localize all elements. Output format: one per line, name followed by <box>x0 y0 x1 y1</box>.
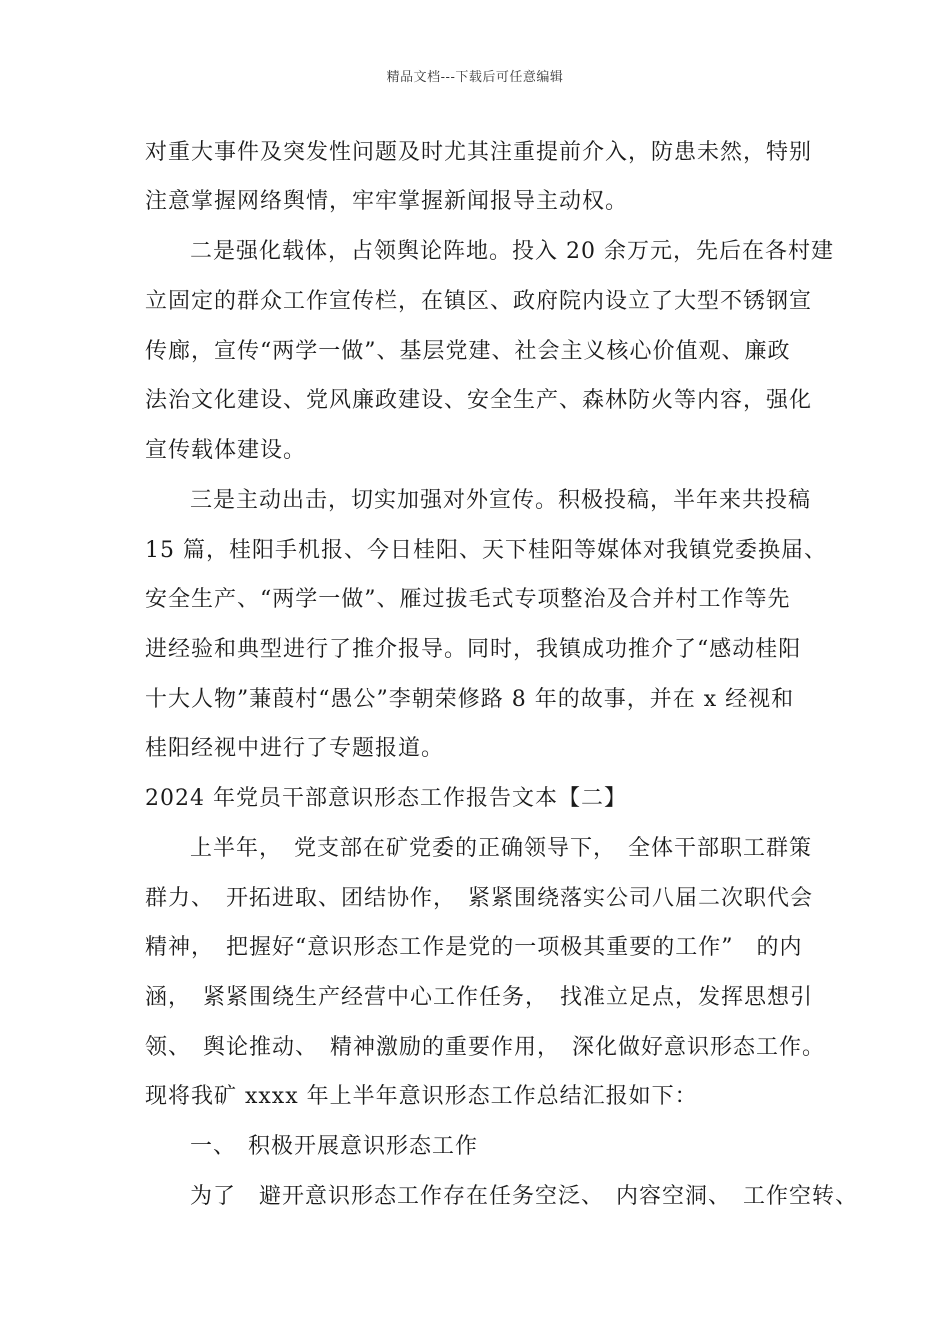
body-line-18: 涵， 紧紧围绕生产经营中心工作任务， 找准立足点，发挥思想引 <box>145 985 814 1010</box>
page-header: 精品文档---下载后可任意编辑 <box>386 70 564 85</box>
body-line-20: 现将我矿 xxxx 年上半年意识形态工作总结汇报如下： <box>145 1084 698 1109</box>
body-line-13: 桂阳经视中进行了专题报道。 <box>145 736 445 761</box>
body-line-17: 精神， 把握好“意识形态工作是党的一项极其重要的工作” 的内 <box>145 935 803 960</box>
body-line-11: 进经验和典型进行了推介报导。同时，我镇成功推介了“感动桂阳 <box>145 637 802 662</box>
section-heading: 2024 年党员干部意识形态工作报告文本【二】 <box>145 786 627 811</box>
body-line-22: 为了 避开意识形态工作存在任务空泛、 内容空洞、 工作空转、 <box>190 1184 859 1209</box>
body-line-9: 15 篇，桂阳手机报、今日桂阳、天下桂阳等媒体对我镇党委换届、 <box>145 538 827 563</box>
body-line-2: 注意掌握网络舆情，牢牢掌握新闻报导主动权。 <box>145 189 629 214</box>
body-line-19: 领、 舆论推动、 精神激励的重要作用， 深化做好意识形态工作。 <box>145 1035 826 1060</box>
body-line-15: 上半年， 党支部在矿党委的正确领导下， 全体干部职工群策 <box>190 836 813 861</box>
body-line-12: 十大人物”蒹葭村“愚公”李朝荣修路 8 年的故事，并在 x 经视和 <box>145 687 795 712</box>
subsection-heading: 一、 积极开展意识形态工作 <box>190 1134 479 1159</box>
body-line-3: 二是强化载体，占领舆论阵地。投入 20 余万元，先后在各村建 <box>190 239 834 264</box>
body-line-5: 传廊，宣传“两学一做”、基层党建、社会主义核心价值观、廉政 <box>145 339 791 364</box>
body-line-1: 对重大事件及突发性问题及时尤其注重提前介入，防患未然，特别 <box>145 140 813 165</box>
body-line-4: 立固定的群众工作宣传栏，在镇区、政府院内设立了大型不锈钢宣 <box>145 289 813 314</box>
body-line-6: 法治文化建设、党风廉政建设、安全生产、森林防火等内容，强化 <box>145 388 813 413</box>
body-line-16: 群力、 开拓进取、团结协作， 紧紧围绕落实公司八届二次职代会 <box>145 886 814 911</box>
body-line-10: 安全生产、“两学一做”、雁过拔毛式专项整治及合并村工作等先 <box>145 587 791 612</box>
body-line-8: 三是主动出击，切实加强对外宣传。积极投稿，半年来共投稿 <box>190 488 812 513</box>
body-line-7: 宣传载体建设。 <box>145 438 307 463</box>
